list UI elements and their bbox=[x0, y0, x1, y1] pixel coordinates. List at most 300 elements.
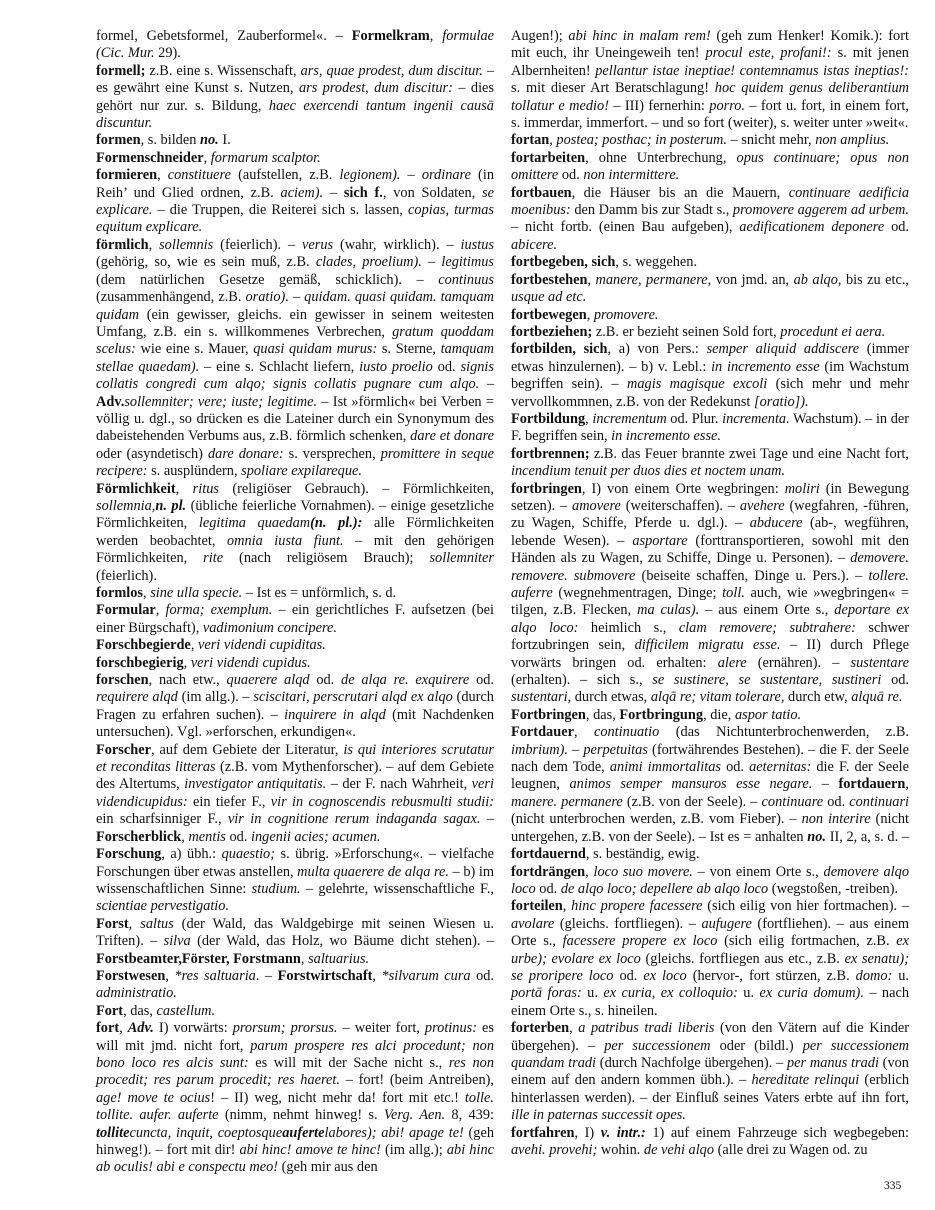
entry-text: (wegnehmentragen, Dinge; bbox=[552, 585, 723, 601]
dictionary-entry bbox=[96, 150, 494, 167]
entry-text: , bbox=[143, 585, 151, 601]
entry-text: schwer fortzubringen sein, bbox=[511, 619, 909, 654]
dictionary-entry bbox=[96, 481, 494, 585]
headword: forterben bbox=[511, 1020, 570, 1037]
entry-text: , bbox=[586, 306, 594, 323]
entry-text: (wegfahren, -führen, zu Wagen, Schiffe, Pferde u. dgl.). – bbox=[511, 497, 909, 532]
entry-text: formarum scalptor. bbox=[210, 149, 321, 166]
entry-text: ars prodest, dum discitur: bbox=[298, 80, 453, 97]
entry-text: – weiter fort, bbox=[337, 1020, 425, 1037]
entry-text: , von Soldaten, bbox=[382, 184, 483, 201]
dictionary-entry bbox=[96, 602, 494, 637]
entry-text: , bbox=[181, 828, 189, 845]
entry-text: *silvarum cura bbox=[381, 967, 471, 984]
entry-text: wohin. bbox=[597, 1142, 644, 1158]
entry-text: (gehörig, so, wie es sein muß, z.B. bbox=[96, 254, 316, 271]
entry-text: ab alqo bbox=[793, 271, 838, 288]
headword: fortbilden, sich bbox=[511, 341, 608, 358]
entry-text: iusto proelio bbox=[359, 358, 433, 375]
entry-text: sustentare bbox=[850, 654, 909, 671]
entry-text: (zusammenhängend, z.B. bbox=[96, 289, 246, 306]
entry-text: non intermittere. bbox=[583, 167, 680, 184]
entry-text: – nach einem Orte s., s. hineilen. bbox=[511, 985, 909, 1019]
entry-text: – von einem Orte s., bbox=[692, 863, 824, 880]
entry-text: od. bbox=[309, 672, 342, 689]
entry-text: ex senatu); se proripere loco bbox=[511, 950, 909, 984]
entry-text: 1) auf einem Fahrzeuge sich wegbegeben: bbox=[645, 1124, 910, 1141]
entry-text: tollite bbox=[96, 1124, 130, 1141]
dictionary-entry bbox=[96, 655, 494, 672]
dictionary-entry bbox=[96, 846, 494, 916]
dictionary-entry bbox=[511, 254, 909, 271]
entry-text: tollere. auferre bbox=[511, 567, 909, 601]
entry-text: (von den Vätern auf die Kinder übergehen). – bbox=[511, 1020, 910, 1054]
entry-text: (beiseite schaffen, Dinge u. Pers.). – bbox=[635, 567, 869, 584]
entry-text: incrementa. bbox=[722, 410, 790, 427]
entry-text: (nimm, nehmt hinweg! s. bbox=[218, 1107, 384, 1124]
entry-text: (gleichs. fortfliegen). – bbox=[554, 915, 702, 932]
entry-text: II, 2, a, s. d. – bbox=[826, 828, 909, 845]
entry-text: incendium tenuit per duos dies et noctem unam. bbox=[511, 463, 786, 480]
entry-text: semper aliquid addiscere bbox=[706, 341, 860, 358]
entry-text: (z.B. von der Seele). – bbox=[622, 793, 762, 810]
dictionary-entry bbox=[96, 132, 494, 149]
entry-text: od. bbox=[823, 793, 850, 810]
entry-text: (feierlich). – bbox=[213, 236, 303, 253]
entry-text: ritus bbox=[192, 480, 219, 497]
entry-text: s. übrig. »Erforschung«. – vielfache Forschungen über etwas anstellen, bbox=[96, 846, 494, 880]
entry-text: z.B. eine s. Wissenschaft, bbox=[145, 62, 301, 79]
entry-text: vadimonium concipere. bbox=[202, 619, 337, 636]
headword: Fortbringen bbox=[511, 706, 586, 723]
dictionary-entry bbox=[511, 411, 909, 446]
entry-text: s. versprechen, bbox=[283, 445, 381, 462]
entry-text: ein tiefer F., bbox=[187, 793, 271, 810]
dictionary-entry bbox=[511, 707, 909, 724]
entry-text: verus bbox=[302, 236, 334, 253]
entry-text: veri videndi cupidus. bbox=[190, 654, 311, 671]
entry-text: (nach religiösem Brauch); bbox=[223, 550, 430, 567]
left-column bbox=[96, 28, 494, 1177]
entry-text: – ein gerichtliches F. aufsetzen (bei einer Bürgschaft), bbox=[96, 602, 495, 636]
entry-text: scientiae pervestigatio. bbox=[96, 898, 230, 915]
entry-text: , I) bbox=[574, 1124, 601, 1141]
entry-text: z.B. das Feuer brannte zwei Tage und eine Nacht fort, bbox=[589, 445, 909, 462]
entry-text: , bbox=[155, 602, 166, 619]
entry-text: omnia iusta fiunt. bbox=[226, 532, 344, 549]
entry-text: (in Reih’ und Glied ordnen, z.B. bbox=[96, 167, 494, 201]
dictionary-entry bbox=[96, 1003, 494, 1020]
entry-text: moliri bbox=[784, 480, 820, 497]
entry-text: (wegstoßen, -treiben). bbox=[768, 880, 899, 897]
entry-text: Fortbringung bbox=[619, 706, 704, 723]
entry-text: forma; exemplum. bbox=[165, 602, 273, 619]
entry-text: s. mit dieser Art Beratschlagung! bbox=[511, 80, 715, 97]
entry-text: (erhalten). – sich s., bbox=[511, 672, 653, 689]
entry-text: demovere alqo loco bbox=[511, 863, 910, 897]
entry-text: sine ulla specie. bbox=[150, 585, 243, 601]
dictionary-entry bbox=[96, 28, 494, 63]
dictionary-entry bbox=[96, 637, 494, 654]
entry-text: ingenii acies; acumen. bbox=[251, 828, 381, 845]
entry-text: saltus bbox=[140, 915, 174, 932]
entry-text: od. bbox=[613, 967, 644, 984]
entry-text: die F. der Seele leugnen, bbox=[511, 759, 909, 793]
dictionary-entry bbox=[96, 585, 494, 602]
entry-text: (dem natürlichen Gesetze gemäß, schicklich). – bbox=[96, 271, 439, 288]
dictionary-entry bbox=[96, 167, 494, 237]
entry-text: non amplius. bbox=[815, 132, 890, 149]
entry-text: u. bbox=[737, 985, 760, 1002]
entry-text: auch, wie »wegbringen« = tilgen, z.B. Flecken, bbox=[511, 585, 909, 619]
entry-text: Forscherblick bbox=[96, 828, 182, 845]
entry-text: opus continuare; opus non omittere bbox=[511, 149, 910, 184]
entry-text: portā foras: bbox=[511, 985, 582, 1002]
dictionary-entry bbox=[96, 968, 494, 1003]
entry-text: sustentari, bbox=[511, 689, 572, 706]
entry-text: parum prospere res alci procedunt; non bono loco res alcis sunt: bbox=[96, 1037, 494, 1071]
entry-text: incrementum bbox=[592, 410, 667, 427]
entry-text: (fortfliehen). – aus einem Orte s., bbox=[511, 915, 909, 950]
entry-text: , bbox=[203, 149, 211, 166]
headword: fortbringen bbox=[511, 480, 582, 497]
entry-text: per successionem quandam tradi bbox=[511, 1037, 910, 1071]
entry-text: (mit Nachdenken untersuchen). Vgl. »erforschen, erkundigen«. bbox=[96, 706, 495, 741]
entry-text: loco suo movere. bbox=[593, 863, 693, 880]
entry-text: oder (bildl.) bbox=[710, 1037, 803, 1054]
entry-text: sciscitari, perscrutari alqd ex alqo bbox=[253, 689, 453, 706]
entry-text: haec exercendi tantum ingenii causā discuntur. bbox=[96, 97, 494, 132]
entry-text: (geh zum Henker! Komik.): fort mit euch, ihr Uneingeweih ten! bbox=[511, 28, 909, 62]
entry-text: , s. weggehen. bbox=[615, 254, 698, 271]
entry-text: , bbox=[119, 1020, 128, 1037]
dictionary-entry bbox=[511, 724, 909, 863]
entry-text: dare donare: bbox=[207, 445, 284, 462]
dictionary-entry bbox=[511, 307, 909, 324]
headword: formieren bbox=[96, 167, 158, 184]
entry-text: . – bbox=[255, 967, 278, 984]
entry-text: fortdauernd bbox=[511, 846, 586, 863]
entry-text: , das, bbox=[585, 706, 620, 723]
entry-text: (n. pl.): bbox=[310, 515, 363, 532]
entry-text: prorsum; prorsus. bbox=[232, 1020, 338, 1037]
entry-text: , bbox=[562, 898, 572, 915]
entry-text: (immer etwas hinzulernen). – b) v. Lebl.: bbox=[511, 341, 909, 375]
headword: fortdrängen bbox=[511, 863, 586, 880]
entry-text: saltuarius. bbox=[308, 950, 370, 967]
headword: Forstwesen bbox=[96, 967, 166, 984]
entry-text: ein scharfsinniger F., bbox=[96, 811, 228, 828]
entry-text: – bbox=[812, 776, 839, 793]
entry-text: manere. permanere bbox=[511, 793, 623, 810]
entry-text: (z.B. vom Mythenforscher). – auf dem Gebiete des Altertums, bbox=[96, 759, 494, 793]
entry-text: – gelehrte, wissenschaftliche F., bbox=[300, 880, 494, 897]
entry-text: , bbox=[372, 967, 382, 984]
entry-text: veri videndicupidus: bbox=[96, 776, 494, 810]
entry-text: – aus einem Orte s., bbox=[699, 602, 835, 619]
entry-text: , ohne Unterbrechung, bbox=[585, 149, 737, 166]
entry-text: ille in paternas successit opes. bbox=[511, 1107, 686, 1124]
entry-text: od. bbox=[225, 828, 251, 845]
entry-text: usque ad etc. bbox=[511, 289, 587, 306]
entry-text: magis magisque excoli bbox=[627, 376, 768, 393]
entry-text: age! move te ocius bbox=[96, 1089, 211, 1106]
headword: Fortdauer bbox=[511, 724, 574, 741]
entry-text: pellantur istae ineptiae! contemnamus istas ineptias!: bbox=[595, 62, 909, 79]
dictionary-entry bbox=[511, 185, 909, 255]
headword: Formenschneider bbox=[96, 149, 204, 166]
entry-text: od. bbox=[470, 967, 495, 984]
entry-text: , bbox=[165, 967, 175, 984]
entry-text: , bbox=[549, 132, 557, 149]
entry-text: (übliche feierliche Vornahmen). – einige gesetzliche Förmlichkeiten, bbox=[96, 497, 494, 532]
entry-text: de alqa re. exquirere bbox=[341, 672, 470, 689]
entry-text: u. bbox=[581, 985, 604, 1002]
entry-text: hereditate relinqui bbox=[751, 1072, 860, 1089]
entry-text: facessere propere ex loco bbox=[562, 933, 718, 950]
entry-text: inquirere in alqd bbox=[284, 706, 386, 723]
entry-text: , bbox=[157, 167, 168, 184]
entry-text: auferte bbox=[282, 1124, 325, 1141]
entry-text: , bbox=[300, 950, 309, 967]
entry-text: den Damm bis zur Stadt s., bbox=[570, 202, 733, 219]
entry-text: legitima quaedam bbox=[198, 515, 311, 532]
entry-text: porro. bbox=[709, 97, 745, 114]
headword: fortbewegen bbox=[511, 306, 587, 323]
entry-text: oder (asyndetisch) bbox=[96, 445, 208, 462]
entry-text: , bbox=[569, 1020, 579, 1037]
entry-text: (durch Fragen zu erfahren suchen). – bbox=[96, 689, 494, 723]
entry-text: procul este, profani!: bbox=[705, 45, 832, 62]
entry-text: (aufstellen, z.B. bbox=[230, 167, 340, 184]
entry-text: od. Plur. bbox=[666, 410, 723, 427]
headword: forschbegierig bbox=[96, 654, 184, 671]
entry-text: sollemnia, bbox=[96, 497, 156, 514]
entry-text: oratio). – quidam. quasi quidam. tamquam quidam bbox=[96, 289, 494, 323]
entry-text: – Ist »förmlich« bei Verben = völlig u. dgl., so drücken es die Lateiner durch ein Synonymum des dabeistehenden Verbums aus, z.B. förmlich schenken, bbox=[96, 393, 494, 445]
entry-text: a patribus tradi liberis bbox=[578, 1020, 715, 1037]
dictionary-entry bbox=[511, 1125, 909, 1160]
entry-text: in incremento esse bbox=[711, 358, 820, 375]
entry-text: alquā re. bbox=[851, 689, 903, 706]
entry-text: multa quaerere de alqa re. bbox=[297, 863, 449, 880]
entry-text: 8, 439: bbox=[445, 1107, 494, 1124]
headword: formell; bbox=[96, 62, 146, 79]
entry-text: silva bbox=[163, 933, 191, 950]
entry-text: mentis bbox=[188, 828, 226, 845]
dictionary-entry bbox=[511, 150, 909, 185]
entry-text: quaestio; bbox=[221, 846, 276, 863]
entry-text: od. bbox=[720, 759, 750, 776]
entry-text: tolle. tollite. aufer. auferte bbox=[96, 1089, 494, 1124]
entry-text: (geh mir aus den bbox=[278, 1159, 378, 1176]
entry-text: (in Bewegung setzen). – bbox=[511, 480, 910, 514]
entry-text: – bbox=[480, 811, 494, 828]
entry-text: , bbox=[128, 915, 141, 932]
dictionary-entry bbox=[511, 132, 909, 149]
entry-text: , bbox=[183, 654, 191, 671]
entry-text: Forstwirtschaft bbox=[277, 967, 373, 984]
headword: Formular bbox=[96, 602, 156, 619]
entry-text: ! – II) weg, nicht mehr da! fort mit etc.! bbox=[210, 1089, 465, 1106]
entry-text: , das, bbox=[123, 1002, 157, 1019]
entry-text: labores); abi! apage te! bbox=[324, 1124, 464, 1141]
entry-text: s. mit jenen Albernheiten! bbox=[511, 45, 909, 79]
entry-text: tamquam stellae quaedam). bbox=[96, 341, 494, 375]
entry-text: is qui interiores scrutatur et reconditas litteras bbox=[96, 741, 494, 776]
entry-text: avolare bbox=[511, 915, 555, 932]
entry-text: quasi quidam murus: bbox=[253, 341, 378, 358]
headword: förmlich bbox=[96, 236, 149, 253]
entry-text: non interire bbox=[801, 811, 871, 828]
entry-text: , I) von einem Orte wegbringen: bbox=[581, 480, 785, 497]
entry-text: formel, Gebetsformel, Zauberformel«. – bbox=[96, 28, 352, 44]
entry-text: se sustinere, se sustentare, sustineri bbox=[652, 672, 882, 689]
entry-text: Formelkram bbox=[351, 28, 430, 44]
headword: fortfahren bbox=[511, 1124, 575, 1141]
entry-text: , bbox=[573, 724, 594, 741]
entry-text: (erblich hinterlassen werden). – der Einfluß seines Vaters erbte auf ihn fort, bbox=[511, 1072, 910, 1106]
entry-text: iustus bbox=[460, 236, 494, 253]
dictionary-entry bbox=[511, 898, 909, 1020]
headword: fortbestehen bbox=[511, 271, 588, 288]
entry-text: continuari bbox=[849, 793, 910, 810]
headword: Forscher bbox=[96, 741, 151, 758]
entry-text: ex urbe); evolare ex loco bbox=[511, 933, 909, 967]
entry-text: , bbox=[905, 776, 909, 793]
dictionary-entry bbox=[96, 1020, 494, 1177]
entry-text: postea; posthac; in posterum. bbox=[556, 132, 727, 149]
entry-text: (weiterschaffen). – bbox=[620, 497, 740, 514]
headword: Förmlichkeit bbox=[96, 480, 176, 497]
headword: Fortbildung bbox=[511, 410, 586, 427]
entry-text: hinc propere facessere bbox=[571, 898, 703, 915]
entry-text: animos semper mansuros esse negare. bbox=[569, 776, 813, 793]
entry-text: continuatio bbox=[593, 724, 660, 741]
entry-text: (das Nichtunterbrochenwerden, z.B. bbox=[659, 724, 909, 741]
entry-text: amovere bbox=[572, 497, 621, 514]
entry-text: (ab-, wegführen, lebende Wesen). – bbox=[511, 515, 909, 549]
headword: fortbauen bbox=[511, 184, 572, 201]
headword: fort bbox=[96, 1020, 120, 1037]
entry-text: (gleichs. fortfliegen aus etc., z.B. bbox=[640, 950, 845, 967]
entry-text: (sich eilig fortmachen, z.B. bbox=[717, 933, 897, 950]
entry-text: I. bbox=[218, 132, 231, 149]
entry-text: administratio. bbox=[96, 985, 177, 1002]
entry-text: quaerere alqd bbox=[226, 672, 310, 689]
dictionary-entry bbox=[96, 63, 494, 133]
entry-text: se explicare. bbox=[96, 184, 495, 219]
headword: fortarbeiten bbox=[511, 149, 586, 166]
entry-text: , s. beständig, ewig. bbox=[585, 846, 700, 863]
entry-text: clam removere; subtrahere: bbox=[678, 619, 856, 636]
entry-text: (sich mehr und mehr vervollkommnen, z.B. von der Redekunst bbox=[511, 376, 910, 410]
page-number: 335 bbox=[884, 1180, 902, 1192]
entry-text: ex curia domum). bbox=[759, 985, 864, 1002]
entry-text: – II) durch Pflege vorwärts bringen od. erhalten: bbox=[511, 637, 909, 671]
entry-text: Augen!); bbox=[511, 28, 569, 44]
entry-text: – fort u. fort, in einem fort, s. immerdar, immerfort. – und so fort (weiter), s. weiter unter »weit«. bbox=[511, 97, 909, 132]
entry-text: z.B. er bezieht seinen Sold fort, bbox=[592, 323, 781, 340]
entry-text: – dies gehört nur zur. s. Bildung, bbox=[96, 80, 495, 114]
entry-text: clades, proelium). – legitimus bbox=[315, 254, 495, 271]
entry-text: hoc quidem genus deliberantium tollatur e medio! bbox=[511, 80, 909, 114]
entry-text: (nicht untergehen, z.B. von der Seele). – Ist es = anhalten bbox=[511, 811, 910, 845]
entry-text: spoliare expilareque. bbox=[241, 463, 362, 480]
entry-text: abducere bbox=[749, 515, 803, 532]
entry-text: rite bbox=[203, 550, 224, 567]
right-column bbox=[511, 28, 909, 1159]
entry-text: – es gewährt eine Kunst s. Nutzen, bbox=[96, 62, 494, 97]
entry-text: legionem). – ordinare bbox=[339, 167, 471, 184]
entry-text: ex curia, ex colloquio: bbox=[603, 985, 738, 1002]
entry-text: promovere. bbox=[593, 306, 659, 323]
dictionary-entry bbox=[511, 341, 909, 411]
entry-text: protinus: bbox=[424, 1020, 477, 1037]
headword: Forschbegierde bbox=[96, 637, 191, 654]
headword: Forst bbox=[96, 915, 129, 932]
entry-text: per successionem bbox=[604, 1037, 711, 1054]
dictionary-entry bbox=[511, 272, 909, 307]
entry-text: asportare bbox=[632, 532, 688, 549]
entry-text: (hervor-, fort stürzen, z.B. bbox=[686, 967, 856, 984]
entry-text: (im allg.). – bbox=[177, 689, 254, 706]
entry-text: vir in cognoscendis rebusmulti studii: bbox=[270, 793, 495, 810]
headword: Forschung bbox=[96, 846, 162, 863]
entry-text: (im allg.); bbox=[380, 1142, 447, 1158]
entry-text: , die, bbox=[703, 706, 735, 723]
entry-text: Forstbeamter,Förster, Forstmann bbox=[96, 950, 301, 967]
entry-text: – III) fernerhin: bbox=[608, 97, 710, 114]
entry-text: I) vorwärts: bbox=[153, 1020, 233, 1037]
entry-text: (sich eilig von hier fortmachen). – bbox=[702, 898, 909, 915]
entry-text: , bbox=[148, 236, 160, 253]
entry-text: , a) von Pers.: bbox=[607, 341, 707, 358]
entry-text: alqā re; vitam tolerare, bbox=[650, 689, 785, 706]
entry-text: (nicht unterbrochen werden, z.B. vom Fieber). – bbox=[511, 811, 802, 828]
entry-text: , bbox=[190, 637, 198, 654]
entry-text: , bbox=[585, 410, 593, 427]
entry-text: – eine s. Schlacht liefern, bbox=[199, 358, 360, 375]
entry-text: promovere aggerem ad urbem. bbox=[732, 202, 909, 219]
entry-text: (alle drei zu Wagen od. zu bbox=[714, 1142, 868, 1158]
entry-text: continuare bbox=[761, 793, 824, 810]
entry-text: , bbox=[587, 271, 596, 288]
entry-text: s. Sterne, bbox=[377, 341, 441, 358]
entry-text: res non procedit; res parum procedit; res haeret. bbox=[96, 1054, 494, 1089]
headword: fortbrennen; bbox=[511, 445, 590, 462]
entry-text: (der Wald, das Holz, wo Bäume dicht stehen). – bbox=[190, 933, 494, 950]
entry-text: Verg. Aen. bbox=[383, 1107, 446, 1124]
entry-text: ma culas). bbox=[637, 602, 700, 619]
entry-text: es will mit jmd. nicht fort, bbox=[96, 1020, 494, 1054]
entry-text: castellum. bbox=[156, 1002, 216, 1019]
entry-text: deportare ex alqo loco: bbox=[511, 602, 909, 636]
entry-text: procedunt ei aera. bbox=[780, 323, 886, 340]
entry-text: Wachstum). – in der F. begriffen sein, bbox=[511, 410, 910, 445]
entry-text: (im Wachstum begriffen sein). – bbox=[511, 358, 909, 393]
entry-text: *res saltuaria bbox=[174, 967, 256, 984]
entry-text: , bbox=[429, 28, 443, 44]
entry-text: ex loco bbox=[643, 967, 687, 984]
entry-text: imbrium). – perpetuitas bbox=[511, 741, 648, 758]
entry-text: promittere in seque recipere: bbox=[96, 445, 494, 480]
entry-text: vir in cognitione rerum indaganda sagax. bbox=[227, 811, 481, 828]
entry-text: de vehi alqo bbox=[643, 1142, 715, 1158]
entry-text: toll. bbox=[722, 585, 745, 601]
entry-text: dare et donare bbox=[410, 428, 495, 445]
entry-text: cuncta, inquit, coeptosque bbox=[129, 1124, 283, 1141]
